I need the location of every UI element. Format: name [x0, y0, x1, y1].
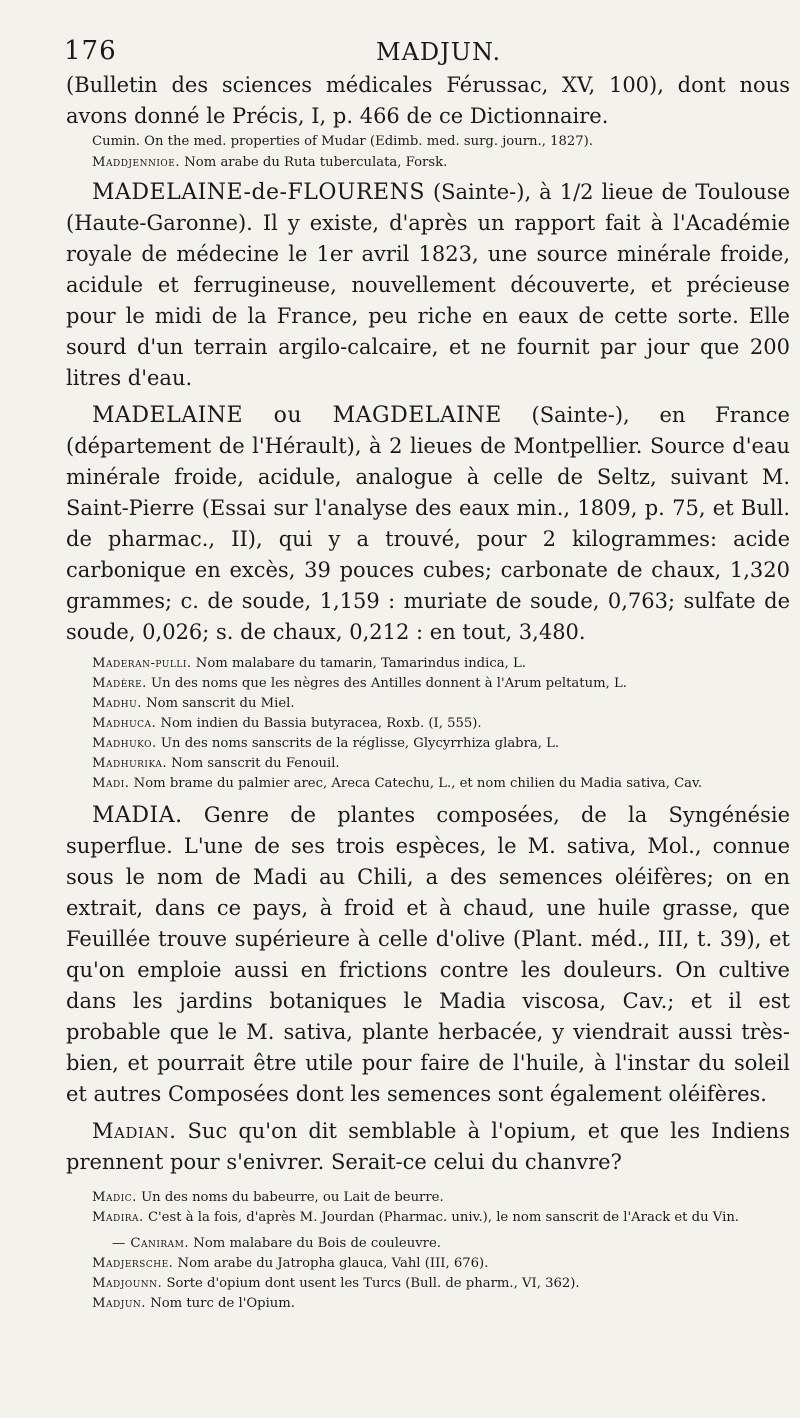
entry-madere	[66, 674, 790, 694]
entry-headword: Madhuko.	[92, 736, 157, 751]
entry-headword: Madhuca.	[92, 716, 157, 731]
entry-headword: Madère.	[92, 676, 147, 691]
entry-text: Nom arabe du Ruta tuberculata, Forsk.	[184, 155, 448, 170]
entry-madelaine-ou-magdelaine	[66, 400, 790, 648]
entry-text: Cumin. On the med. properties of Mudar (Edimb. med. surg. journ., 1827).	[92, 134, 594, 149]
entry-continuation	[66, 70, 790, 132]
entry-headword: Madjounn.	[92, 1276, 163, 1291]
entry-madhuca	[66, 714, 790, 734]
entry-text: Nom turc de l'Opium.	[150, 1296, 295, 1311]
entry-text: Suc qu'on dit semblable à l'opium, et que les Indiens prennent pour s'enivrer. Serait-ce celui du chanvre?	[66, 1119, 790, 1174]
entry-text: Sorte d'opium dont usent les Turcs (Bull. de pharm., VI, 362).	[166, 1276, 580, 1291]
entry-madelaine-de-flourens	[66, 177, 790, 394]
entry-text: C'est à la fois, d'après M. Jourdan (Pharmac. univ.), le nom sanscrit de l'Arack et du Vin.	[147, 1210, 739, 1225]
entry-headword: — Caniram.	[112, 1236, 190, 1251]
entry-headword: Madira.	[92, 1210, 144, 1225]
entry-headword: Madhurika.	[92, 756, 168, 771]
entry-headword: Madjun.	[92, 1296, 146, 1311]
entry-madhu	[66, 694, 790, 714]
entry-maderan-pulli	[66, 654, 790, 674]
entry-madhuko	[66, 734, 790, 754]
entry-madian	[66, 1116, 790, 1178]
entry-headword: MADELAINE ou MAGDELAINE	[92, 403, 502, 428]
page-header	[66, 36, 790, 68]
entry-text: Nom brame du palmier arec, Areca Catechu, L., et nom chilien du Madia sativa, Cav.	[133, 776, 703, 791]
entry-headword: Madic.	[92, 1190, 137, 1205]
entry-headword: Madjersche.	[92, 1256, 174, 1271]
entry-text: (Sainte-), en France (département de l'Hérault), à 2 lieues de Montpellier. Source d'eau minérale froide, acidule, analogue à celle de Seltz, suivant M. Saint-Pierre (Essai sur l'analyse des eaux min., 1809, p. 75, et Bull. de pharmac., II), qui y a trouvé, pour 2 kilogrammes: acide carbonique en excès, 39 pouces cubes; carbonate de chaux, 1,320 grammes; c. de soude, 1,159 : muriate de soude, 0,763; sulfate de soude, 0,026; s. de chaux, 0,212 : en tout, 3,480.	[66, 403, 790, 644]
entry-headword: Madhu.	[92, 696, 142, 711]
entry-text: Nom sanscrit du Fenouil.	[171, 756, 340, 771]
page-number: 176	[64, 36, 117, 66]
entry-headword: Madian.	[92, 1119, 177, 1143]
entry-headword: Maddjennioe.	[92, 155, 181, 170]
entry-text: Un des noms sanscrits de la réglisse, Glycyrrhiza glabra, L.	[160, 736, 560, 751]
entry-text: (Sainte-), à 1/2 lieue de Toulouse (Haute-Garonne). Il y existe, d'après un rapport fait à l'Académie royale de médecine le 1er avril 1823, une source minérale froide, acidule et ferrugineuse, nouvellement découverte, et précieuse pour le midi de la France, peu riche en eaux de cette sorte. Elle sourd d'un terrain argilo-calcaire, et ne fournit par jour que 200 litres d'eau.	[66, 180, 790, 390]
entry-caniram	[66, 1234, 790, 1254]
entry-text: Nom malabare du tamarin, Tamarindus indica, L.	[195, 656, 526, 671]
entry-madhurika	[66, 754, 790, 774]
entry-madira	[66, 1208, 790, 1228]
entry-headword: Madi.	[92, 776, 130, 791]
entry-text: Nom malabare du Bois de couleuvre.	[193, 1236, 441, 1251]
entry-text: Un des noms que les nègres des Antilles donnent à l'Arum peltatum, L.	[151, 676, 627, 691]
entry-text: Nom arabe du Jatropha glauca, Vahl (III, 676).	[177, 1256, 489, 1271]
entry-madjun	[66, 1294, 790, 1314]
entry-madi	[66, 774, 790, 794]
entry-headword: Maderan-pulli.	[92, 656, 192, 671]
entry-text: Genre de plantes composées, de la Syngénésie superflue. L'une de ses trois espèces, le M. sativa, Mol., connue sous le nom de Madi au Chili, a des semences oléifères; on en extrait, dans ce pays, à froid et à chaud, une huile grasse, que Feuillée trouve supérieure à celle d'olive (Plant. méd., III, t. 39), et qu'on emploie aussi en frictions contre les douleurs. On cultive dans les jardins botaniques le Madia viscosa, Cav.; et il est probable que le M. sativa, plante herbacée, y viendrait aussi très-bien, et pourrait être utile pour faire de l'huile, à l'instar du soleil et autres Composées dont les semences sont également oléifères.	[66, 803, 790, 1106]
entry-madjounn	[66, 1274, 790, 1294]
entry-madjersche	[66, 1254, 790, 1274]
entry-text: Nom indien du Bassia butyracea, Roxb. (I, 555).	[160, 716, 482, 731]
running-title: MADJUN.	[376, 38, 502, 66]
entry-headword: MADELAINE-de-FLOURENS	[92, 180, 425, 205]
entry-maddjennioe	[66, 154, 790, 171]
entry-text: Un des noms du babeurre, ou Lait de beurre.	[141, 1190, 444, 1205]
entry-madia	[66, 800, 790, 1110]
entry-text: Nom sanscrit du Miel.	[146, 696, 295, 711]
entry-headword: MADIA.	[92, 803, 183, 828]
entry-madic	[66, 1188, 790, 1208]
entry-reference-cumin	[66, 132, 790, 152]
entry-text: (Bulletin des sciences médicales Férussac, XV, 100), dont nous avons donné le Précis, I, p. 466 de ce Dictionnaire.	[66, 73, 790, 128]
